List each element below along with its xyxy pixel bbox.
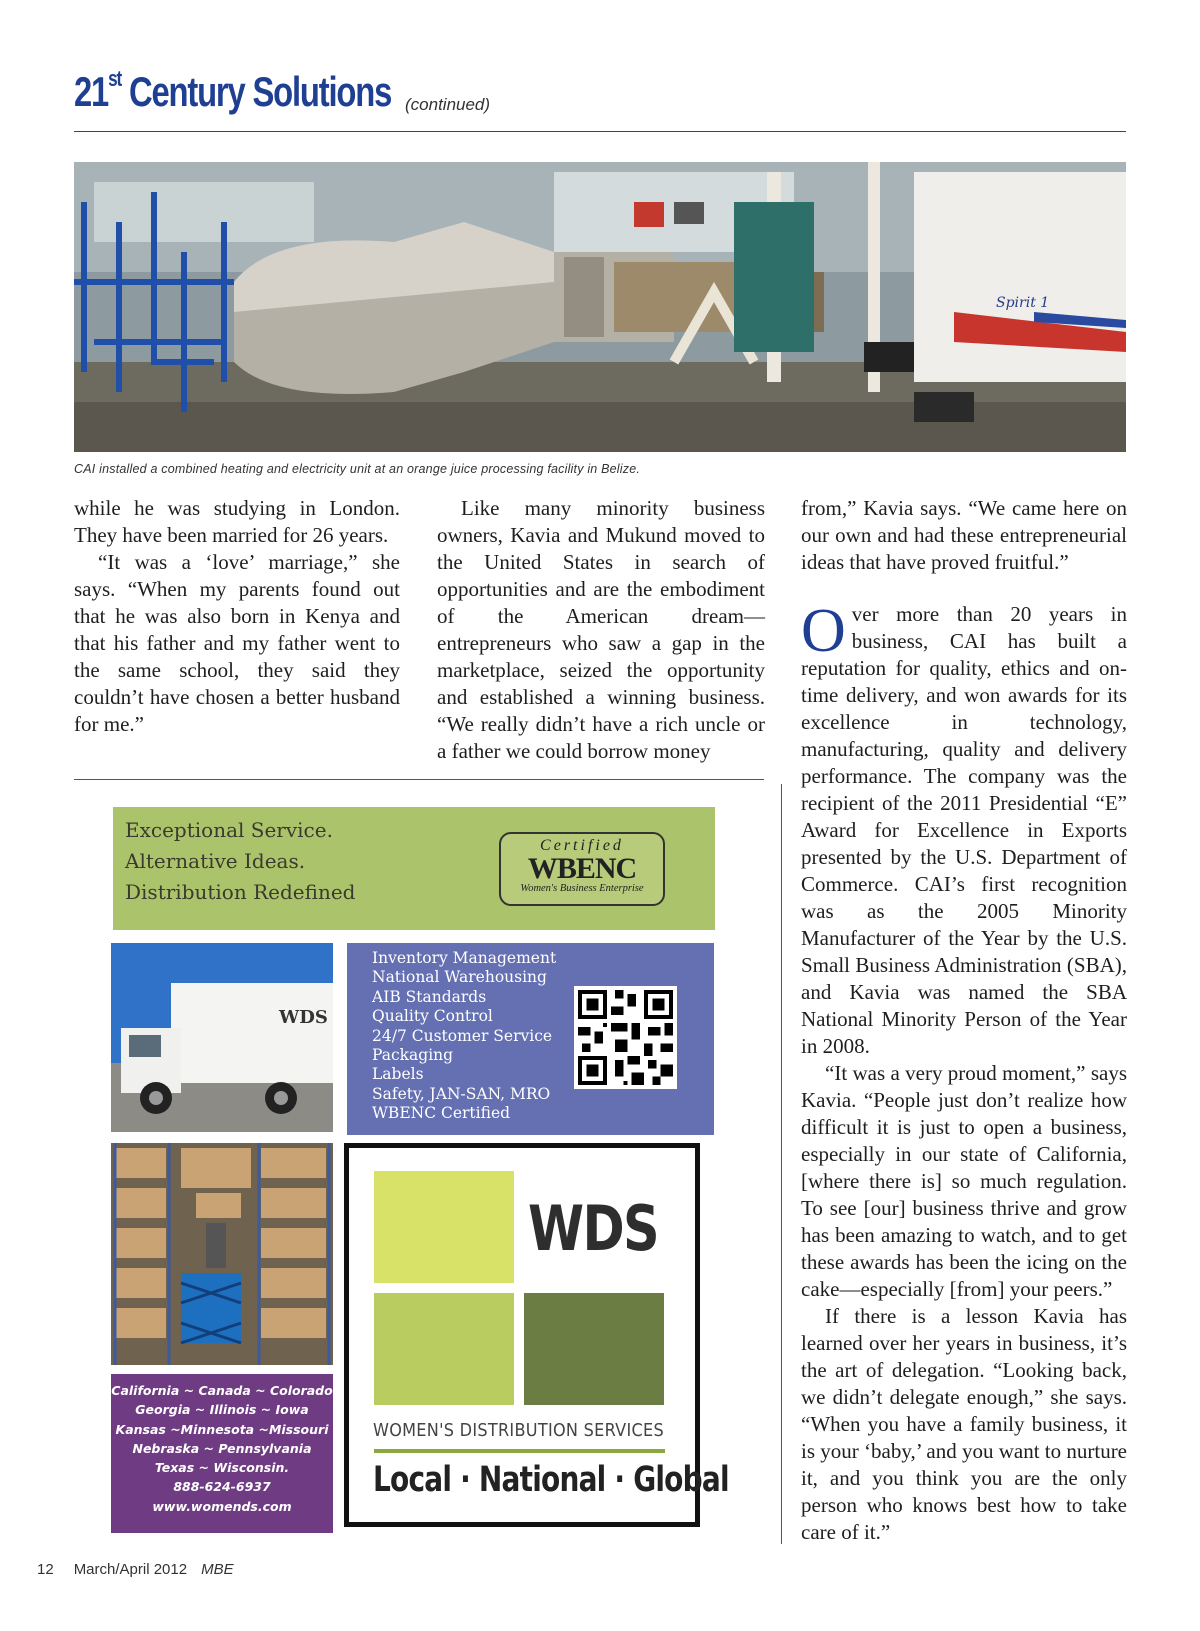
page-title: 21st Century Solutions [74, 66, 392, 115]
continued-label: (continued) [405, 95, 491, 114]
photo-caption: CAI installed a combined heating and electricity unit at an orange juice processing facility in Belize. [74, 462, 641, 476]
service-item: Packaging [372, 1046, 454, 1065]
service-item: Labels [372, 1065, 424, 1084]
equipment-photo [74, 162, 1126, 452]
logo-square-light [374, 1171, 514, 1283]
service-item: AIB Standards [372, 987, 487, 1006]
logo-accent-bar [374, 1449, 665, 1453]
service-item: WBENC Certified [372, 1104, 511, 1123]
magazine-name: MBE [201, 1561, 234, 1578]
article-column-2 [437, 495, 765, 765]
service-item: Quality Control [372, 1007, 493, 1026]
paragraph: Like many minority business owners, Kavia and Mukund moved to the United States in search of opportunities and are the embodiment of the American dream— entrepreneurs who saw a gap in the marketplace, seized the opportunity and established a winning business. “We really didn’t have a rich uncle or a father we could borrow money [437, 496, 765, 763]
paragraph: while he was studying in London. They have been married for 26 years. [74, 496, 400, 547]
wds-logo-text: WDS [528, 1192, 658, 1265]
truck-photo [111, 943, 333, 1132]
logo-square-mid [374, 1293, 514, 1405]
truck-logo-text: WDS [279, 1007, 328, 1028]
column-divider-vertical [781, 784, 782, 1544]
paragraph: If there is a lesson Kavia has learned over her years in business, it’s the art of delegation. “Looking back, we didn’t delegate enough,” she says. “When you have a family business, it is your ‘baby,’ and you want to nurture it, and you think you are the only person who knows best how to take care of it.” [801, 1304, 1128, 1544]
company-tagline: Local · National · Global [373, 1460, 729, 1500]
qr-code[interactable] [574, 986, 677, 1089]
drop-cap: O [801, 597, 846, 665]
article-column-3 [801, 495, 1127, 1546]
paragraph: “It was a ‘love’ marriage,” she says. “When my parents found out that he was also born in Kenya and that his father and my father went to the same school, they said they couldn’t have chosen a better husband for me.” [74, 550, 400, 736]
phone-number: 888-624-6937 [173, 1479, 271, 1495]
logo-square-dark [524, 1293, 664, 1405]
paragraph: “It was a very proud moment,” says Kavia. “People just don’t realize how difficult it is just to open a business, especially in our state of California, [where there is] so much regulation. To see [our] business thrive and grow has been amazing to watch, and to get these awards has been the icing on the cake—especially [from] your peers.” [801, 1061, 1127, 1301]
service-item: Safety, JAN-SAN, MRO [372, 1084, 551, 1103]
column-divider-horizontal [74, 779, 764, 780]
locations-list: California ~ Canada ~ Colorado Georgia ~ Illinois ~ Iowa Kansas ~Minnesota ~Missouri Nebraska ~ Pennsylvania Texas ~ Wisconsin. 888-624-6937 www.womends.com [111, 1381, 333, 1516]
warehouse-photo [111, 1143, 333, 1365]
company-name: WOMEN'S DISTRIBUTION SERVICES [373, 1421, 664, 1441]
header-divider [74, 131, 1126, 132]
ad-slogan: Exceptional Service. Alternative Ideas. Distribution Redefined [125, 818, 356, 904]
page-footer [37, 1561, 234, 1578]
service-item: National Warehousing [372, 968, 547, 987]
services-list [372, 949, 556, 1124]
paragraph: from,” Kavia says. “We came here on our own and had these entrepreneurial ideas that have proved fruitful.” [801, 496, 1127, 574]
service-item: Inventory Management [372, 949, 557, 967]
article-column-1 [74, 495, 400, 738]
website-link[interactable]: www.womends.com [152, 1498, 292, 1514]
issue-date: March/April 2012 [73, 1561, 188, 1578]
wbenc-certified-logo: Certified WBENC Women's Business Enterprise [499, 832, 665, 906]
service-item: 24/7 Customer Service [372, 1026, 553, 1045]
page-number: 12 [37, 1561, 54, 1578]
paragraph-dropcap: Over more than 20 years in business, CAI has built a reputation for quality, ethics and on-time delivery, and won awards for its excellence in technology, manufacturing, quality and delivery performance. The company was the recipient of the 2011 Presidential “E” Award for Excellence in Exports presented by the U.S. Department of Commerce. CAI’s first recognition was as the 2005 Minority Manufacturer of the Year by the U.S. Small Business Administration (SBA), and Kavia was named the SBA National Minority Person of the Year in 2008. [801, 597, 1127, 1058]
unit-lettering: Spirit 1 [996, 295, 1050, 311]
